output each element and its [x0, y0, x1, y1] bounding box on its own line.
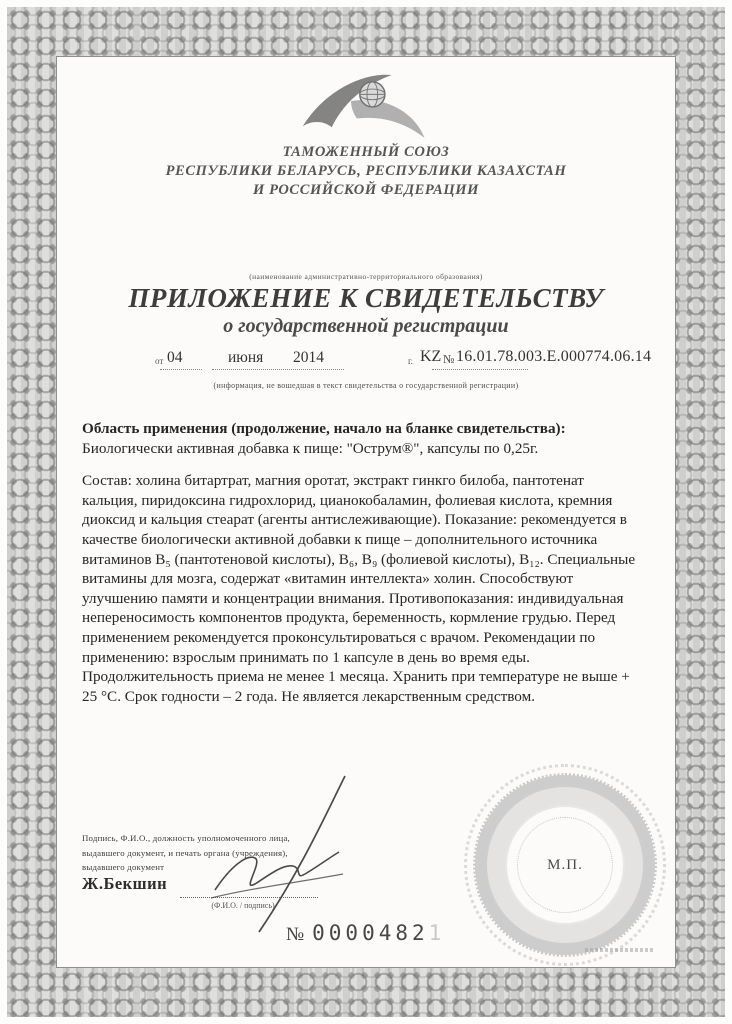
- body-text: [82, 419, 668, 706]
- body-line: применению: взрослым принимать по 1 капсуле в день во время еды.: [82, 648, 530, 666]
- body-line: применением рекомендуется проконсультироваться с врачом. Рекомендации по: [82, 628, 596, 646]
- number-sign: №: [443, 352, 455, 366]
- registration-country-code: KZ: [420, 348, 442, 365]
- seal-placeholder: [473, 773, 657, 957]
- body-line: непереносимость компонентов продукта, беременность, кормление грудью. Перед: [82, 609, 616, 627]
- info-note: (информация, не вошедшая в текст свидетельства о государственной регистрации): [213, 381, 519, 390]
- eurasec-emblem-icon: [295, 66, 440, 144]
- registration-number: 16.01.78.003.Е.000774.06.14: [456, 348, 652, 365]
- document-title: ПРИЛОЖЕНИЕ К СВИДЕТЕЛЬСТВУ: [128, 283, 604, 313]
- signature-caption: (Ф.И.О. / подпись): [211, 901, 275, 910]
- date-year: 2014: [293, 349, 324, 366]
- date-prefix: от: [155, 356, 164, 366]
- date-day: 04: [167, 349, 183, 366]
- issuer-line-2: РЕСПУБЛИКИ БЕЛАРУСЬ, РЕСПУБЛИКИ КАЗАХСТАН: [165, 163, 567, 179]
- body-line: кальция, пиридоксина гидрохлорид, цианокобаламин, фолиевая кислота, кремния: [82, 491, 613, 509]
- document-subtitle: о государственной регистрации: [223, 315, 509, 337]
- dotted-underline-number: [432, 369, 528, 370]
- body-line: Продолжительность приема не менее 1 месяца. Хранить при температуре не выше +: [82, 668, 630, 686]
- signature-instructions-line: выдавшего документ, и печать органа (учреждения),: [82, 847, 288, 858]
- signatory-name: Ж.Бекшин: [82, 874, 168, 893]
- body-line: витамины для мозга, содержат «витамин интеллекта» холин. Способствуют: [82, 570, 574, 588]
- serial-digits: 0000482: [312, 921, 429, 945]
- body-line: диоксид и кальция стеарат (агенты антислеживающие). Показание: рекомендуется в: [82, 511, 627, 529]
- serial-partial-digit: 1: [428, 921, 442, 945]
- serial-number: [286, 921, 441, 946]
- issuer-line-3: И РОССИЙСКОЙ ФЕДЕРАЦИИ: [252, 182, 479, 198]
- handwritten-signature: [203, 770, 358, 940]
- dotted-underline-month-year: [212, 369, 344, 370]
- seal-label: М.П.: [547, 856, 583, 873]
- dotted-underline-day: [160, 369, 202, 370]
- signature-instructions-line: Подпись, Ф.И.О., должность уполномоченного лица,: [82, 833, 290, 843]
- signature-instructions-line: выдавшего документ: [82, 862, 165, 872]
- paragraph-gap: [82, 458, 668, 471]
- region-note: (наименование административно-территориального образования): [249, 272, 483, 281]
- serial-number-sign: №: [286, 924, 305, 945]
- body-line: Состав: холина битартрат, магния оротат, экстракт гинкго билоба, пантотенат: [82, 472, 584, 490]
- issuer-line-1: ТАМОЖЕННЫЙ СОЮЗ: [282, 144, 450, 160]
- body-line: улучшению памяти и концентрации внимания. Противопоказания: индивидуальная: [82, 589, 624, 607]
- micro-print-illegible: [585, 948, 655, 952]
- scope-heading: Область применения (продолжение, начало на бланке свидетельства):: [82, 420, 566, 437]
- product-line: Биологически активная добавка к пище: "Острум®", капсулы по 0,25г.: [82, 439, 539, 457]
- body-line: витаминов В₅ (пантотеновой кислоты), В₆, В₉ (фолиевой кислоты), В₁₂. Специальные: [82, 550, 636, 568]
- body-line: 25 °С. Срок годности – 2 года. Не является лекарственным средством.: [82, 687, 536, 705]
- date-suffix: г.: [408, 356, 413, 366]
- issuer-header: [0, 143, 732, 200]
- body-line: качестве биологически активной добавки к пище – дополнительного источника: [82, 530, 598, 548]
- date-month: июня: [228, 349, 264, 366]
